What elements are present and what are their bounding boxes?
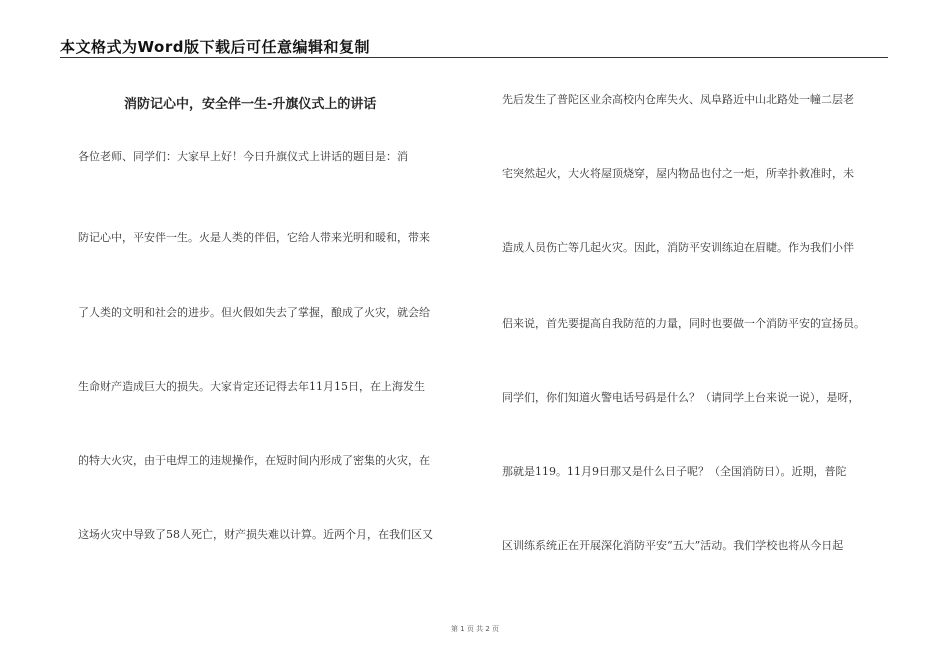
text-line: 这场火灾中导致了58人死亡，财产损失难以计算。近两个月，在我们区又 [78, 528, 433, 541]
text-line: 的特大火灾，由于电焊工的违规操作，在短时间内形成了密集的火灾，在 [78, 454, 430, 467]
text-line: 侣来说，首先要提高自我防范的力量，同时也要做一个消防平安的宣扬员。 [502, 317, 865, 330]
header-divider [60, 57, 888, 58]
text-line: 了人类的文明和社会的进步。但火假如失去了掌握，酿成了火灾，就会给 [78, 306, 430, 319]
text-line: 宅突然起火，大火将屋顶烧穿，屋内物品也付之一炬，所幸扑救准时，未 [502, 167, 854, 180]
text-line: 生命财产造成巨大的损失。大家肯定还记得去年11月15日，在上海发生 [78, 380, 425, 393]
text-line: 同学们，你们知道火警电话号码是什么？（请同学上台来说一说），是呀， [502, 391, 860, 404]
text-line: 防记心中，平安伴一生。火是人类的伴侣，它给人带来光明和暖和，带来 [78, 231, 430, 244]
page-indicator: 第 1 页 共 2 页 [450, 625, 500, 633]
text-line: 各位老师、同学们：大家早上好！今日升旗仪式上讲话的题目是：消 [78, 150, 408, 163]
text-line: 区训练系统正在开展深化消防平安“五大”活动。我们学校也将从今日起 [502, 539, 844, 552]
text-line: 造成人员伤亡等几起火灾。因此，消防平安训练迫在眉睫。作为我们小伴 [502, 241, 854, 254]
download-banner: 本文格式为Word版下载后可任意编辑和复制 [60, 38, 370, 56]
text-line: 那就是119。11月9日那又是什么日子呢？（全国消防日）。近期，普陀 [502, 465, 847, 478]
text-line: 先后发生了普陀区业余高校内仓库失火、凤阜路近中山北路处一幢二层老 [502, 93, 854, 106]
document-title: 消防记心中，安全伴一生-升旗仪式上的讲话 [124, 97, 377, 112]
